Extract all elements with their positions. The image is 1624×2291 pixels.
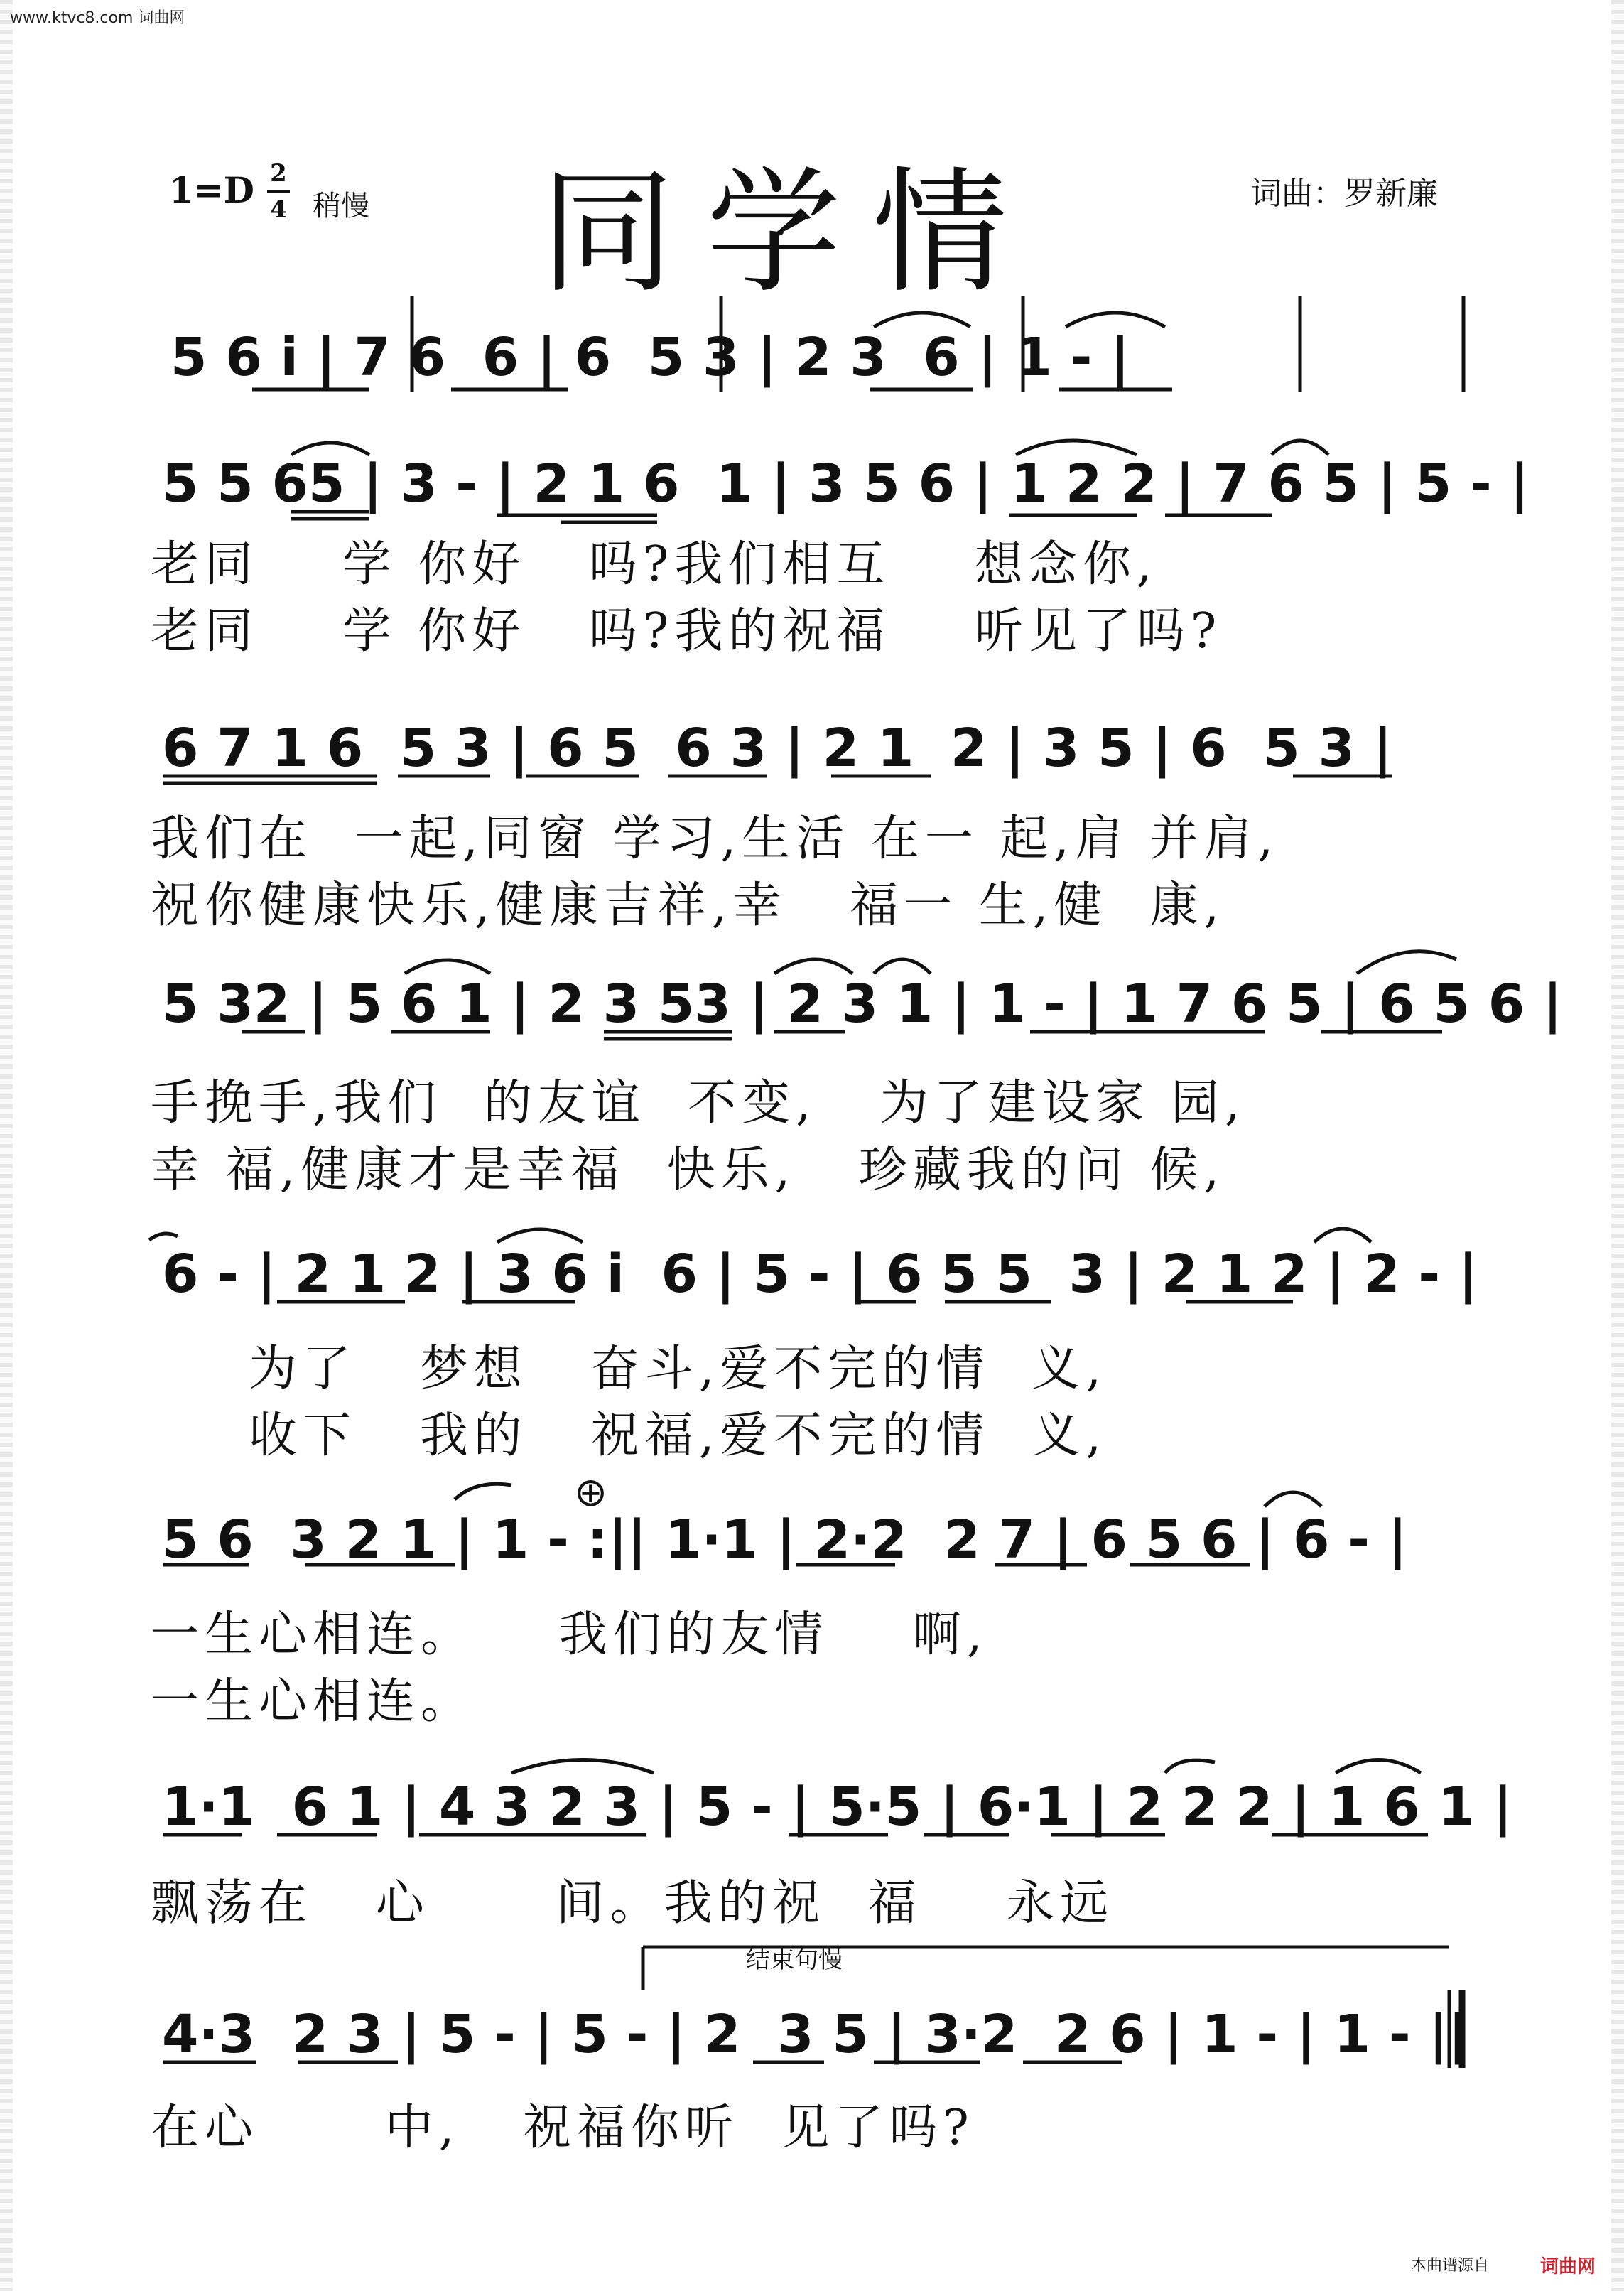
lyric-verse-1: 一生心相连。 我们的友情 啊, <box>151 1607 988 1663</box>
notation-line: 5 6 3 2 1 | 1 - :|| 1·1 | 2·2 2 7 | 6 5 6 | 6 - | <box>162 1509 1407 1570</box>
notation-line: 6 7 1 6 5 3 | 6 5 6 3 | 2 1 2 | 3 5 | 6 5 3 | <box>162 718 1392 779</box>
notation-line: 5 5 65 | 3 - | 2 1 6 1 | 3 5 6 | 1 2 2 | 7 6 5 | 5 - | <box>162 453 1530 514</box>
volta-label: 结束句慢 <box>746 1946 843 1974</box>
source-note: 本曲谱源自 <box>1410 2257 1489 2275</box>
lyric-verse-1: 飘荡在 心 间。我的祝 福 永远 <box>151 1875 1115 1931</box>
score-row-7 <box>0 1762 1624 1848</box>
lyric-verse-2: 老同 学 你好 吗?我的祝福 听见了吗? <box>151 603 1223 659</box>
lyric-verse-1: 手挽手,我们 的友谊 不变, 为了建设家 园, <box>151 1075 1246 1131</box>
lyric-verse-1: 我们在 一起,同窗 学习,生活 在一 起,肩 并肩, <box>151 811 1279 867</box>
score-row-2 <box>0 439 1624 524</box>
site-watermark: www.ktvc8.com 词曲网 <box>10 9 185 27</box>
score-row-8 <box>0 1990 1624 2075</box>
tempo-marking: 稍慢 <box>313 190 369 222</box>
lyric-verse-2: 幸 福,健康才是幸福 快乐, 珍藏我的问 候, <box>151 1142 1225 1198</box>
score-row-1 <box>0 313 1624 398</box>
lyric-verse-1: 在心 中, 祝福你听 见了吗? <box>151 2100 975 2156</box>
time-numerator: 2 <box>270 159 287 188</box>
score-row-6 <box>0 1495 1624 1580</box>
time-denominator: 4 <box>270 195 287 224</box>
notation-line: 5 6 i | 7 6 6 | 6 5 3 | 2 3 6 | 1 - | <box>170 327 1130 388</box>
notation-line: 6 - | 2 1 2 | 3 6 i 6 | 5 - | 6 5 5 3 | 2 1 2 | 2 - | <box>162 1244 1478 1305</box>
key-signature: 1=D <box>169 169 255 211</box>
song-title: 同学情 <box>540 154 1039 311</box>
notation-line: 5 32 | 5 6 1 | 2 3 53 | 2 3 1 | 1 - | 1 7 6 5 | 6 5 6 | <box>162 974 1563 1035</box>
lyric-verse-1: 老同 学 你好 吗?我们相互 想念你, <box>151 537 1158 593</box>
lyric-verse-2: 一生心相连。 <box>151 1673 475 1730</box>
score-row-5 <box>0 1229 1624 1315</box>
score-row-4 <box>0 959 1624 1045</box>
author-credit: 词曲：罗新廉 <box>1250 176 1438 212</box>
coda-sign: ⊕ <box>574 1470 607 1516</box>
lyric-verse-2: 收下 我的 祝福,爱不完的情 义, <box>249 1408 1108 1464</box>
lyric-verse-1: 为了 梦想 奋斗,爱不完的情 义, <box>249 1341 1108 1397</box>
notation-line: 1·1 6 1 | 4 3 2 3 | 5 - | 5·5 | 6·1 | 2 2 2 | 1 6 1 | <box>162 1777 1512 1838</box>
time-signature <box>264 158 293 225</box>
lyric-verse-2: 祝你健康快乐,健康吉祥,幸 福一 生,健 康, <box>151 878 1225 934</box>
notation-line: 4·3 2 3 | 5 - | 5 - | 2 3 5 | 3·2 2 6 | 1 - | 1 - || <box>162 2004 1468 2065</box>
score-row-3 <box>0 704 1624 789</box>
site-logo: 词曲网 <box>1539 2256 1596 2277</box>
fraction-bar <box>267 190 290 193</box>
